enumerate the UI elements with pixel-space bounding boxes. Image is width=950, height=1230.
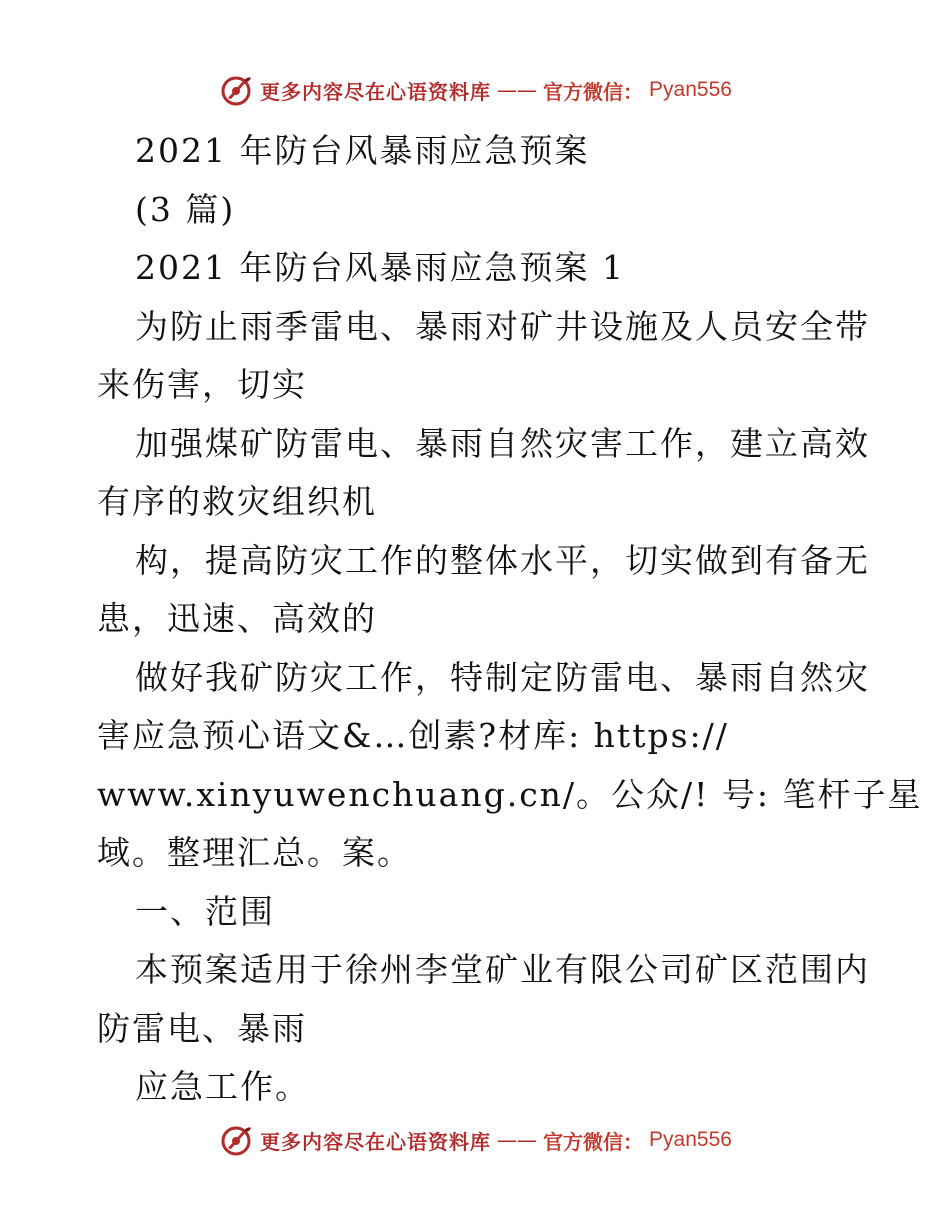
- paragraph-line: 来伤害，切实: [97, 365, 307, 404]
- banner-separator: ——: [497, 1128, 538, 1152]
- banner-slogan: 更多内容尽在心语资料库: [260, 79, 492, 104]
- document-body: [97, 122, 923, 1117]
- paragraph-line: 本预案适用于徐州李堂矿业有限公司矿区范围内: [135, 950, 870, 989]
- paragraph-line: 为防止雨季雷电、暴雨对矿井设施及人员安全带: [135, 306, 870, 346]
- paragraph-line: 加强煤矿防雷电、暴雨自然灾害工作，建立高效: [135, 423, 870, 463]
- banner-wechat-label: 官方微信：: [543, 79, 644, 104]
- quill-seal-icon: [218, 1122, 254, 1158]
- banner-separator: ——: [497, 78, 538, 102]
- paragraph-line: 有序的救灾组织机: [97, 482, 377, 521]
- paragraph-line: 域。整理汇总。案。: [97, 833, 412, 872]
- banner-wechat-id: Pyan556: [649, 78, 732, 101]
- document-subtitle: (3 篇): [135, 189, 236, 229]
- banner-wechat-label: 官方微信：: [543, 1129, 644, 1154]
- paragraph-line: 做好我矿防灾工作，特制定防雷电、暴雨自然灾: [135, 657, 870, 697]
- document-title: 2021 年防台风暴雨应急预案: [135, 131, 590, 170]
- banner-wechat-id: Pyan556: [649, 1128, 732, 1151]
- paragraph-line: 害应急预心语文&…创素?材库: https://: [97, 716, 729, 755]
- section-heading: 一、范围: [135, 891, 275, 931]
- paragraph-line: 患，迅速、高效的: [97, 599, 377, 638]
- section-heading: 2021 年防台风暴雨应急预案 1: [135, 248, 625, 287]
- paragraph-line: www.xinyuwenchuang.cn/。公众/! 号: 笔杆子星: [97, 774, 923, 814]
- paragraph-line: 防雷电、暴雨: [97, 1008, 307, 1048]
- footer-banner: [0, 1118, 950, 1162]
- paragraph-line: 应急工作。: [135, 1067, 310, 1106]
- banner-slogan: 更多内容尽在心语资料库: [260, 1129, 492, 1154]
- quill-seal-icon: [218, 72, 254, 108]
- paragraph-line: 构，提高防灾工作的整体水平，切实做到有备无: [135, 540, 870, 580]
- header-banner: [0, 68, 950, 112]
